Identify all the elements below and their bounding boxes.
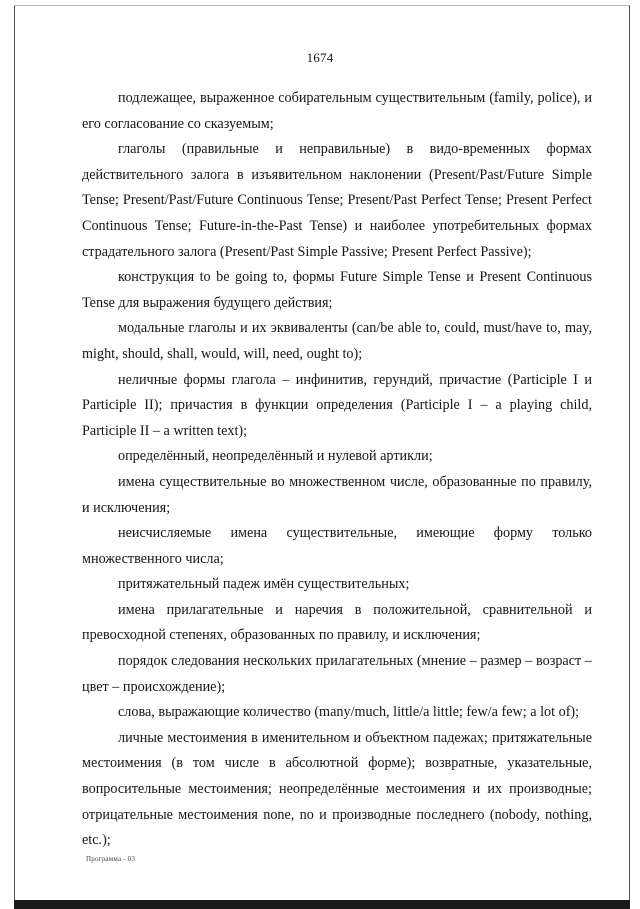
paragraph-possessive-case: притяжательный падеж имён существительных;: [118, 576, 410, 593]
paragraph-collective-noun-subject: подлежащее, выраженное собирательным существительным (family, police), и его согласование со сказуемым;: [82, 90, 592, 132]
paragraph-quantity-words: слова, выражающие количество (many/much, little/a little; few/a few; a lot of);: [118, 704, 580, 721]
paragraph-nonfinite-forms: неличные формы глагола – инфинитив, герундий, причастие (Participle I и Participle II); причастия в функции определения (Participle I – a playing child, Participle II – a written text);: [82, 371, 592, 439]
paragraph-future-constructions: конструкция to be going to, формы Future Simple Tense и Present Continuous Tense для выражения будущего действия;: [82, 269, 592, 311]
paragraph-degrees-of-comparison: имена прилагательные и наречия в положительной, сравнительной и превосходной степенях, образованных по правилу, и исключения;: [82, 601, 592, 644]
paragraph-pronouns: личные местоимения в именительном и объектном падежах; притяжательные местоимения (в том числе в абсолютной форме); возвратные, указательные, вопросительные местоимения; неопределённые местоимения и их производные; отрицательные местоимения none, no и производные последнего (nobody, nothing, etc.);: [82, 729, 592, 849]
paragraph-adjective-order: порядок следования нескольких прилагательных (мнение – размер – возраст – цвет – происхождение);: [82, 653, 592, 695]
document-body: [82, 86, 592, 854]
paragraph-uncountable-nouns: неисчисляемые имена существительные, имеющие форму только множественного числа;: [82, 525, 592, 567]
paragraph-articles: определённый, неопределённый и нулевой артикли;: [118, 448, 433, 465]
paragraph-plural-nouns: имена существительные во множественном числе, образованные по правилу, и исключения;: [82, 473, 592, 516]
paragraph-modal-verbs: модальные глаголы и их эквиваленты (can/be able to, could, must/have to, may, might, should, shall, would, will, need, ought to);: [82, 320, 592, 362]
page-number: 1674: [306, 50, 334, 65]
page-footer: Программа - 03: [86, 855, 136, 863]
paragraph-verb-tenses: глаголы (правильные и неправильные) в видо-временных формах действительного залога в изъявительном наклонении (Present/Past/Future Simple Tense; Present/Past/Future Continuous Tense; Present/Past Perfect Tense; Present Perfect Continuous Tense; Future-in-the-Past Tense) и наиболее употребительных формах страдательного залога (Present/Past Simple Passive; Present Perfect Passive);: [82, 141, 592, 260]
scan-bottom-shadow: [14, 900, 630, 909]
